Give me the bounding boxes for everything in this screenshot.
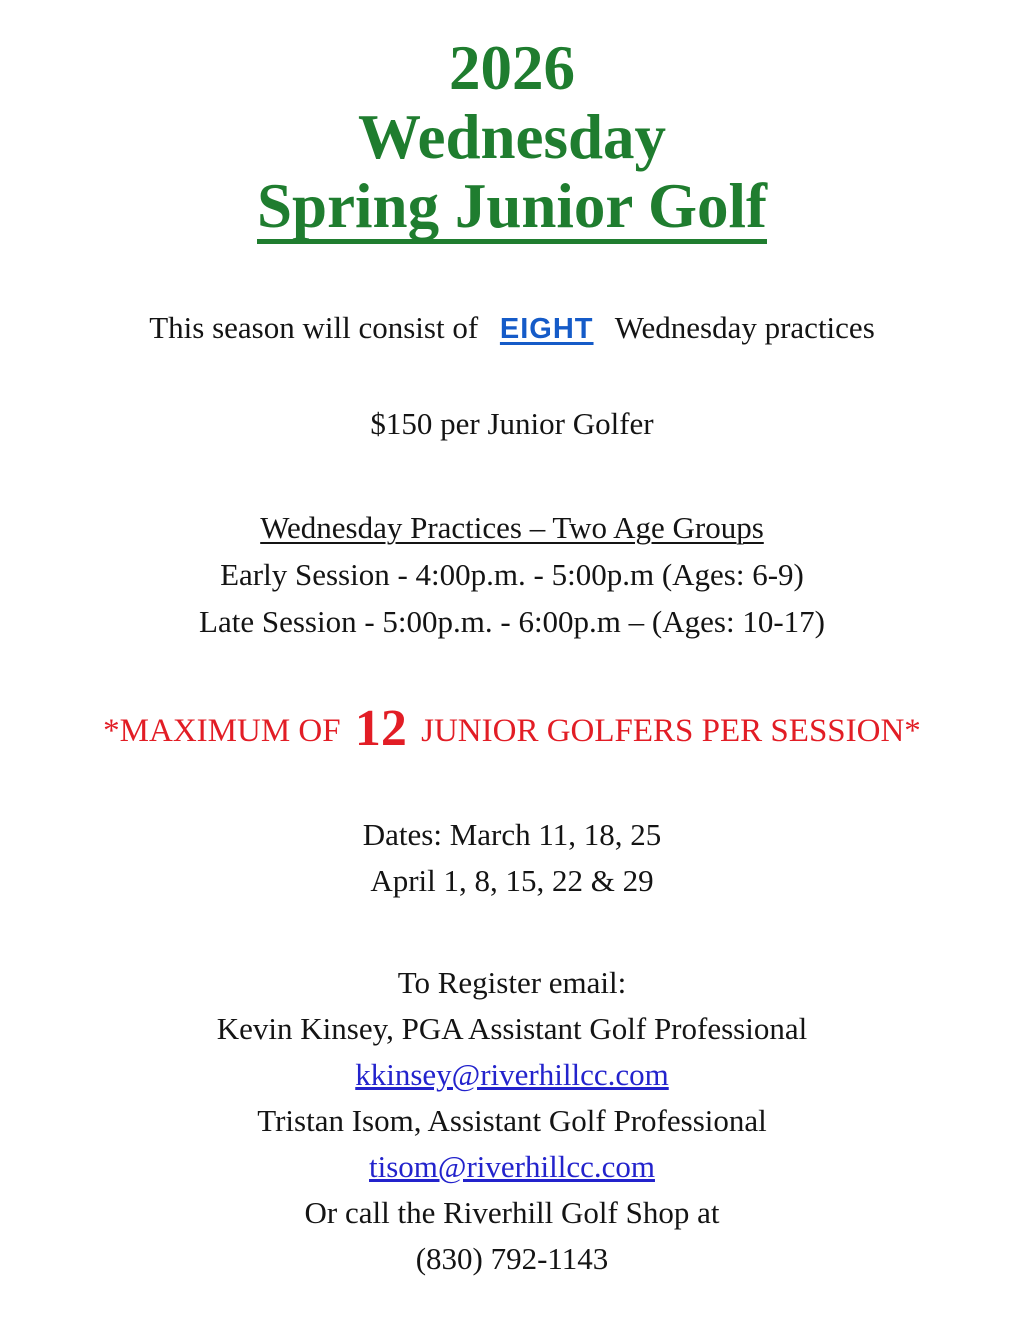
price-line: $150 per Junior Golfer — [370, 406, 654, 441]
contact1-name: Kevin Kinsey, PGA Assistant Golf Professional — [216, 1011, 808, 1046]
schedule-block — [0, 504, 1024, 645]
schedule-late-session: Late Session - 5:00p.m. - 6:00p.m – (Ages: 10-17) — [199, 604, 825, 639]
schedule-heading: Wednesday Practices – Two Age Groups — [260, 510, 764, 545]
dates-block — [0, 812, 1024, 904]
title-year: 2026 — [449, 33, 575, 103]
register-block — [0, 960, 1024, 1282]
contact2-name: Tristan Isom, Assistant Golf Professional — [257, 1103, 767, 1138]
title-event: Spring Junior Golf — [257, 175, 767, 244]
title-day: Wednesday — [357, 102, 667, 172]
intro-prefix: This season will consist of — [149, 310, 479, 345]
dates-march: Dates: March 11, 18, 25 — [362, 817, 662, 852]
capacity-number: 12 — [354, 700, 407, 757]
intro-highlight-eight: EIGHT — [499, 313, 594, 345]
intro-line — [0, 310, 1024, 346]
flyer-title — [0, 34, 1024, 244]
capacity-prefix: *MAXIMUM OF — [103, 713, 341, 749]
intro-suffix: Wednesday practices — [614, 310, 875, 345]
schedule-early-session: Early Session - 4:00p.m. - 5:00p.m (Ages: 6-9) — [220, 557, 804, 592]
capacity-warning — [0, 700, 1024, 757]
register-heading: To Register email: — [397, 965, 627, 1000]
dates-april: April 1, 8, 15, 22 & 29 — [370, 863, 654, 898]
phone-intro: Or call the Riverhill Golf Shop at — [304, 1195, 720, 1230]
capacity-suffix: JUNIOR GOLFERS PER SESSION* — [421, 713, 921, 749]
contact1-email-link[interactable]: kkinsey@riverhillcc.com — [355, 1057, 669, 1092]
phone-number: (830) 792-1143 — [415, 1241, 609, 1276]
contact2-email-link[interactable]: tisom@riverhillcc.com — [369, 1149, 655, 1184]
